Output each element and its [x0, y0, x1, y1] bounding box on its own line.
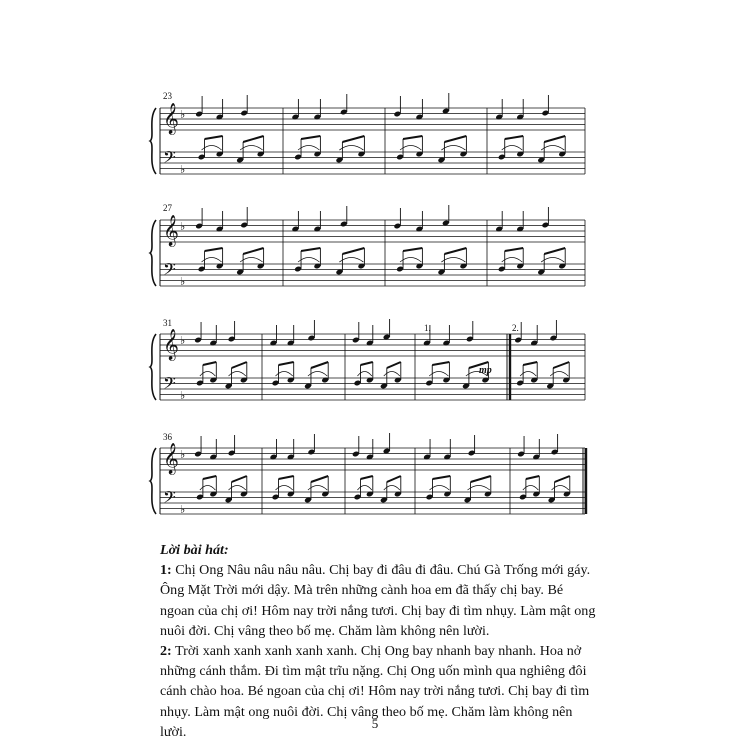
measure-number-23: 23	[163, 91, 172, 101]
music-system	[150, 205, 585, 288]
treble-clef-icon: 𝄞	[163, 443, 179, 474]
music-system	[150, 433, 586, 516]
verse-1-text: Chị Ong Nâu nâu nâu nâu. Chị bay đi đâu đi đâu. Chú Gà Trống mới gáy. Ông Mặt Trời mới dậy. Mà trên những cành hoa em đã thấy chị bay. Bé ngoan của chị ơi! Hôm nay trời nắng tươi. Chị bay đi tìm nhụy. Làm mật ong nuôi đời. Chị vâng theo bố mẹ. Chăm làm không nên lười.	[160, 562, 596, 639]
grand-staff-brace	[150, 220, 156, 286]
flat-sign-icon: ♭	[180, 334, 186, 347]
grand-staff-brace	[150, 334, 156, 400]
verse-2-text: Trời xanh xanh xanh xanh xanh. Chị Ong bay nhanh bay nhanh. Hoa nở những cánh thắm. Đi tìm mật trĩu nặng. Chị Ong uốn mình qua nghiêng đôi cánh chào hoa. Bé ngoan của chị ơi! Hôm nay trời nắng tươi. Chị bay đi tìm nhụy. Làm mật ong nuôi đời. Chị vâng theo bố mẹ. Chăm làm không nên lười.	[160, 643, 590, 740]
treble-clef-icon: 𝄞	[163, 103, 179, 134]
flat-sign-icon: ♭	[180, 108, 186, 121]
verse-1	[160, 560, 600, 641]
grand-staff-brace	[150, 108, 156, 174]
music-system	[150, 319, 585, 402]
second-ending-label: 2.	[512, 323, 519, 333]
measure-number-31: 31	[163, 318, 172, 328]
bass-clef-icon: 𝄢	[163, 487, 176, 511]
first-ending-label: 1.	[424, 323, 431, 333]
lyrics-title: Lời bài hát:	[160, 542, 229, 558]
flat-sign-icon: ♭	[180, 163, 186, 176]
measure-number-27: 27	[163, 203, 172, 213]
music-system	[150, 93, 585, 176]
verse-2-number: 2:	[160, 643, 172, 660]
lyrics-block	[160, 540, 600, 742]
flat-sign-icon: ♭	[180, 448, 186, 461]
flat-sign-icon: ♭	[180, 503, 186, 516]
grand-staff-brace	[150, 448, 156, 514]
page-number: 5	[371, 716, 379, 731]
bass-clef-icon: 𝄢	[163, 373, 176, 397]
dynamic-marking: mp	[479, 365, 492, 376]
bass-clef-icon: 𝄢	[163, 259, 176, 283]
measure-number-36: 36	[163, 432, 172, 442]
flat-sign-icon: ♭	[180, 389, 186, 402]
treble-clef-icon: 𝄞	[163, 215, 179, 246]
flat-sign-icon: ♭	[180, 220, 186, 233]
verse-1-number: 1:	[160, 562, 172, 579]
bass-clef-icon: 𝄢	[163, 147, 176, 171]
flat-sign-icon: ♭	[180, 275, 186, 288]
treble-clef-icon: 𝄞	[163, 329, 179, 360]
